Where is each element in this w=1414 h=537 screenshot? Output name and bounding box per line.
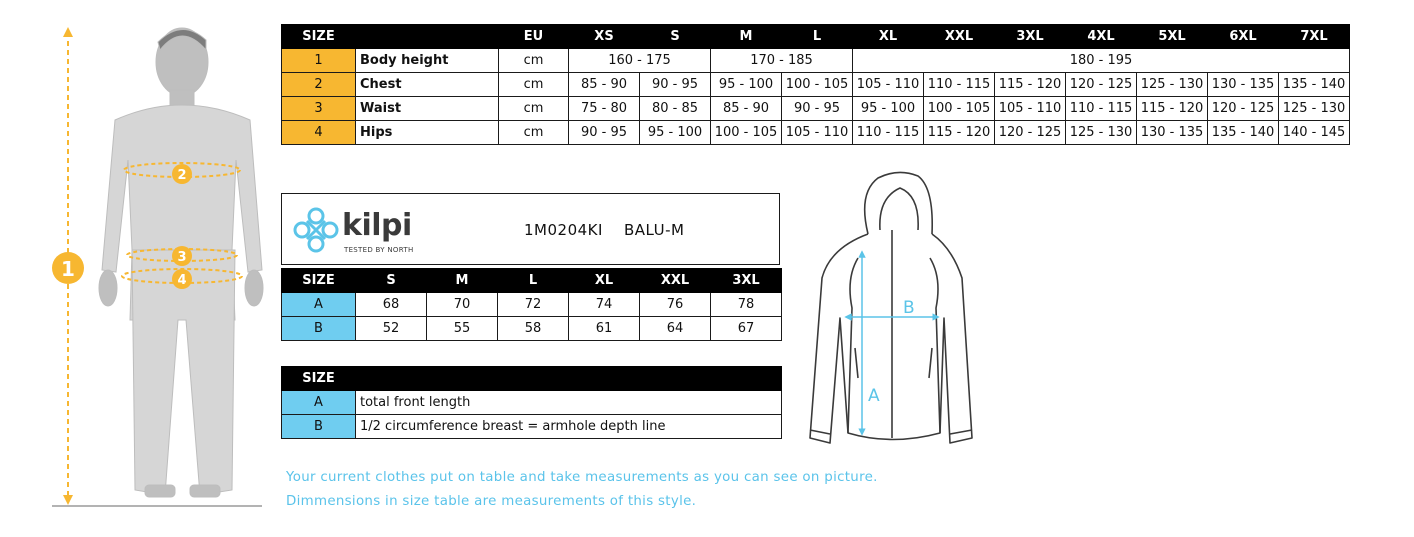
row-unit: cm xyxy=(499,73,569,97)
style-header-row xyxy=(282,269,782,293)
row-label: Body height xyxy=(356,49,499,73)
size-chart-table xyxy=(281,24,1350,145)
legend-label: B xyxy=(282,415,356,439)
size-header-cell: M xyxy=(711,25,782,49)
table-row xyxy=(282,49,1350,73)
row-unit: cm xyxy=(499,97,569,121)
table-cell: 95 - 100 xyxy=(853,97,924,121)
table-cell: 125 - 130 xyxy=(1279,97,1350,121)
product-header-box xyxy=(281,193,780,265)
row-label: Waist xyxy=(356,97,499,121)
jacket-drawing xyxy=(800,168,985,458)
table-cell: 95 - 100 xyxy=(711,73,782,97)
table-cell: 72 xyxy=(498,293,569,317)
note-line: Dimmensions in size table are measurements of this style. xyxy=(286,494,697,509)
legend-header-cell: SIZE xyxy=(282,367,356,391)
table-cell: 100 - 105 xyxy=(924,97,995,121)
row-unit: cm xyxy=(499,49,569,73)
style-header-cell: M xyxy=(427,269,498,293)
jacket-label-a: A xyxy=(868,386,880,406)
table-cell: 90 - 95 xyxy=(640,73,711,97)
table-cell: 95 - 100 xyxy=(640,121,711,145)
row-number: 2 xyxy=(282,73,356,97)
size-header-cell: 7XL xyxy=(1279,25,1350,49)
table-cell: 120 - 125 xyxy=(1208,97,1279,121)
table-row xyxy=(282,391,782,415)
size-header-cell: S xyxy=(640,25,711,49)
table-cell: 120 - 125 xyxy=(1066,73,1137,97)
size-header-cell: 6XL xyxy=(1208,25,1279,49)
size-header-cell: XXL xyxy=(924,25,995,49)
kilpi-logo-icon xyxy=(292,206,340,254)
table-cell: 68 xyxy=(356,293,427,317)
note-line: Your current clothes put on table and take measurements as you can see on picture. xyxy=(286,470,878,485)
style-header-cell: XL xyxy=(569,269,640,293)
table-cell: 125 - 130 xyxy=(1137,73,1208,97)
instructions-note xyxy=(286,466,878,514)
table-cell: 67 xyxy=(711,317,782,341)
table-cell: 52 xyxy=(356,317,427,341)
row-label: Hips xyxy=(356,121,499,145)
table-row xyxy=(282,293,782,317)
body-height-xs-s: 160 - 175 xyxy=(569,49,711,73)
table-row xyxy=(282,97,1350,121)
style-header-cell: L xyxy=(498,269,569,293)
row-number: 4 xyxy=(282,121,356,145)
waist-marker-label: 3 xyxy=(177,250,187,265)
body-measurement-figure xyxy=(0,20,275,515)
table-cell: 125 - 130 xyxy=(1066,121,1137,145)
legend-label: A xyxy=(282,391,356,415)
measurement-legend-table xyxy=(281,366,782,439)
row-number: 1 xyxy=(282,49,356,73)
table-cell: 80 - 85 xyxy=(640,97,711,121)
table-cell: 85 - 90 xyxy=(569,73,640,97)
style-header-cell: 3XL xyxy=(711,269,782,293)
table-cell: 70 xyxy=(427,293,498,317)
style-code: 1M0204KI xyxy=(524,221,603,239)
style-measurement-table xyxy=(281,268,782,341)
table-row xyxy=(282,73,1350,97)
legend-text: 1/2 circumference breast = armhole depth line xyxy=(356,415,782,439)
table-cell: 110 - 115 xyxy=(853,121,924,145)
table-cell: 105 - 110 xyxy=(995,97,1066,121)
size-header-cell: L xyxy=(782,25,853,49)
table-row xyxy=(282,415,782,439)
table-cell: 115 - 120 xyxy=(924,121,995,145)
table-cell: 100 - 105 xyxy=(782,73,853,97)
size-header-cell: XS xyxy=(569,25,640,49)
row-number: 3 xyxy=(282,97,356,121)
hips-marker-label: 4 xyxy=(177,273,187,288)
table-cell: 55 xyxy=(427,317,498,341)
table-cell: 110 - 115 xyxy=(1066,97,1137,121)
size-header-cell xyxy=(356,25,499,49)
table-cell: 74 xyxy=(569,293,640,317)
style-header-cell: SIZE xyxy=(282,269,356,293)
table-cell: 64 xyxy=(640,317,711,341)
size-chart-header-row xyxy=(282,25,1350,49)
table-cell: 61 xyxy=(569,317,640,341)
height-marker-label: 1 xyxy=(61,257,75,281)
table-cell: 130 - 135 xyxy=(1137,121,1208,145)
table-cell: 105 - 110 xyxy=(782,121,853,145)
table-cell: 130 - 135 xyxy=(1208,73,1279,97)
table-row xyxy=(282,121,1350,145)
size-header-cell: 3XL xyxy=(995,25,1066,49)
legend-text: total front length xyxy=(356,391,782,415)
body-height-m-l: 170 - 185 xyxy=(711,49,853,73)
size-header-cell: SIZE xyxy=(282,25,356,49)
size-header-cell: EU xyxy=(499,25,569,49)
style-header-cell: XXL xyxy=(640,269,711,293)
chest-marker-label: 2 xyxy=(177,168,187,183)
row-label: A xyxy=(282,293,356,317)
size-header-cell: 4XL xyxy=(1066,25,1137,49)
row-label: B xyxy=(282,317,356,341)
body-height-xl-7xl: 180 - 195 xyxy=(853,49,1350,73)
table-cell: 75 - 80 xyxy=(569,97,640,121)
brand-tagline: TESTED BY NORTH xyxy=(344,246,414,254)
table-cell: 58 xyxy=(498,317,569,341)
table-cell: 85 - 90 xyxy=(711,97,782,121)
table-cell: 140 - 145 xyxy=(1279,121,1350,145)
table-cell: 115 - 120 xyxy=(995,73,1066,97)
table-cell: 76 xyxy=(640,293,711,317)
legend-header-row xyxy=(282,367,782,391)
row-label: Chest xyxy=(356,73,499,97)
table-cell: 120 - 125 xyxy=(995,121,1066,145)
size-header-cell: XL xyxy=(853,25,924,49)
table-row xyxy=(282,317,782,341)
table-cell: 135 - 140 xyxy=(1208,121,1279,145)
jacket-label-b: B xyxy=(903,298,915,318)
style-name: BALU-M xyxy=(624,221,685,239)
table-cell: 100 - 105 xyxy=(711,121,782,145)
brand-name: kilpi xyxy=(342,208,412,243)
table-cell: 90 - 95 xyxy=(782,97,853,121)
row-unit: cm xyxy=(499,121,569,145)
table-cell: 90 - 95 xyxy=(569,121,640,145)
table-cell: 78 xyxy=(711,293,782,317)
table-cell: 110 - 115 xyxy=(924,73,995,97)
table-cell: 115 - 120 xyxy=(1137,97,1208,121)
legend-header-blank xyxy=(356,367,782,391)
style-header-cell: S xyxy=(356,269,427,293)
table-cell: 105 - 110 xyxy=(853,73,924,97)
size-header-cell: 5XL xyxy=(1137,25,1208,49)
table-cell: 135 - 140 xyxy=(1279,73,1350,97)
